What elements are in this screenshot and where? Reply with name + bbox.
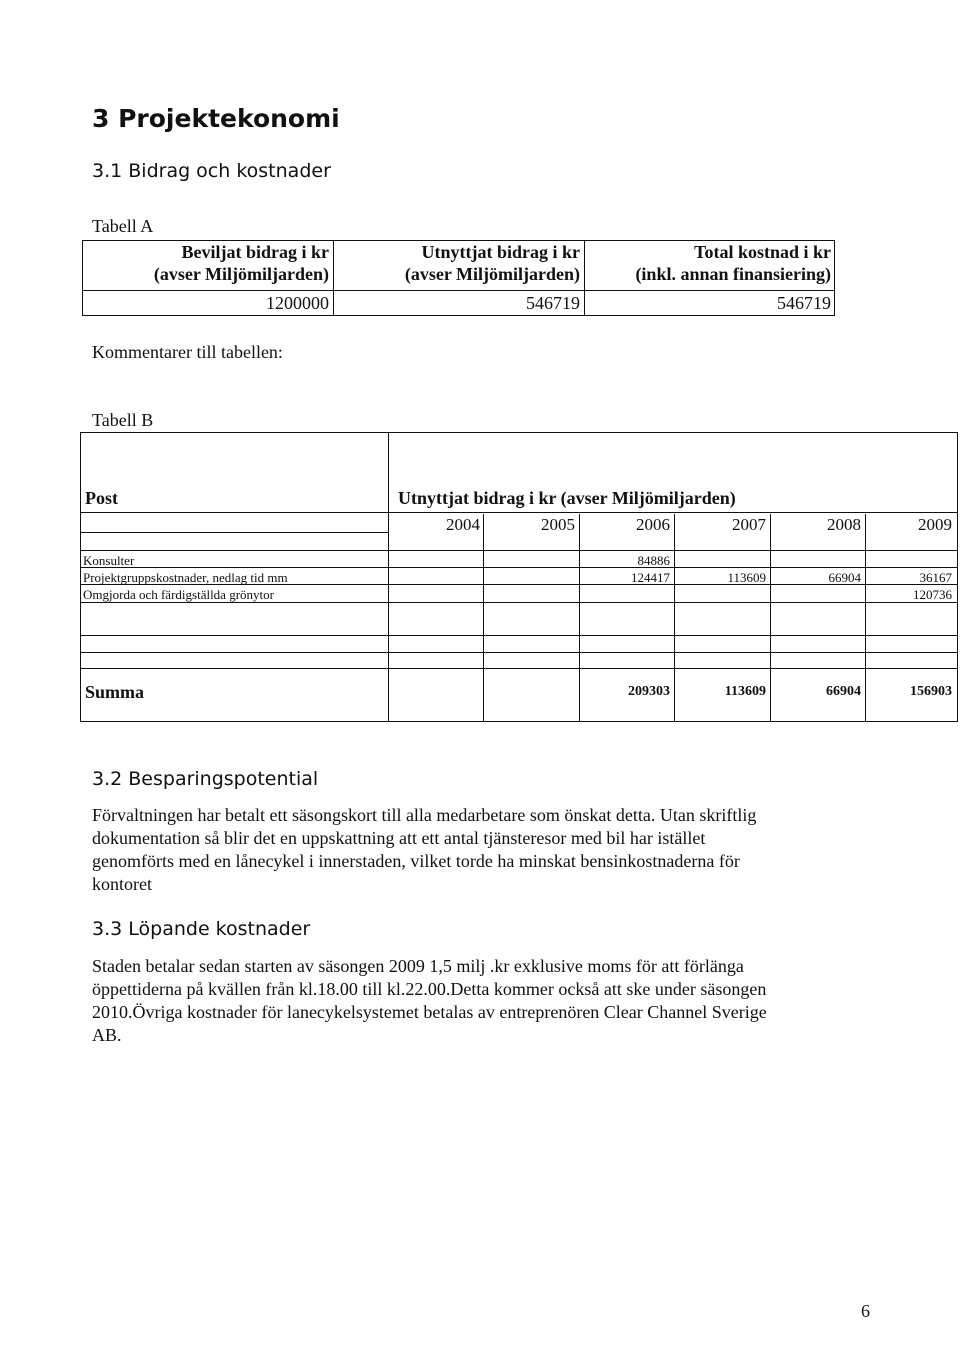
year-2004: 2004 [446, 515, 480, 534]
summa-2007: 113609 [724, 684, 766, 699]
tabell-a-header-1-line2: (avser Miljömiljarden) [153, 264, 329, 284]
section-3-2-line-3: genomförts med en lånecykel i innerstaden, vilket torde ha minskat bensinkostnaderna för [92, 851, 740, 871]
section-3-3-line-2: öppettiderna på kvällen från kl.18.00 till kl.22.00.Detta kommer också att ske under säsongen [92, 979, 767, 999]
summa-2008: 66904 [826, 684, 861, 699]
row-post-projektgruppskostnader: Projektgruppskostnader, nedlag tid mm [83, 570, 288, 585]
year-2006: 2006 [636, 515, 670, 534]
summa-2009: 156903 [910, 684, 952, 699]
year-2007: 2007 [732, 515, 766, 534]
tabell-b-group-header: Utnyttjat bidrag i kr (avser Miljömiljarden) [398, 488, 736, 508]
tabell-a-header-2-line1: Utnyttjat bidrag i kr [421, 242, 580, 262]
comments-label: Kommentarer till tabellen: [92, 342, 283, 362]
year-2008: 2008 [827, 515, 861, 534]
cell-projekt-2008: 66904 [828, 570, 861, 585]
year-2005: 2005 [541, 515, 575, 534]
tabell-a-header-2-line2: (avser Miljömiljarden) [404, 264, 580, 284]
section-3-3-line-1: Staden betalar sedan starten av säsongen 2009 1,5 milj .kr exklusive moms för att förlänga [92, 956, 744, 976]
section-3-3-line-3: 2010.Övriga kostnader för lanecykelsystemet betalas av entreprenören Clear Channel Sverige [92, 1002, 767, 1022]
tabell-a-value-utnyttjat: 546719 [526, 293, 580, 313]
cell-projekt-2009: 36167 [919, 570, 952, 585]
section-3-1-heading: 3.1 Bidrag och kostnader [92, 160, 331, 182]
section-3-2-text [92, 804, 892, 896]
section-3-3-line-4: AB. [92, 1025, 122, 1045]
page-number: 6 [861, 1301, 870, 1321]
summa-2006: 209303 [628, 684, 670, 699]
section-3-3-text [92, 955, 892, 1047]
row-post-konsulter: Konsulter [83, 553, 135, 568]
tabell-a-value-beviljat: 1200000 [266, 293, 329, 313]
section-3-2-heading: 3.2 Besparingspotential [92, 768, 319, 790]
cell-projekt-2006: 124417 [631, 570, 670, 585]
tabell-a [82, 240, 835, 316]
tabell-b-post-header: Post [85, 488, 118, 508]
cell-gronytor-2009: 120736 [913, 587, 952, 602]
section-3-2-line-1: Förvaltningen har betalt ett säsongskort till alla medarbetare som önskat detta. Utan skriftlig [92, 805, 757, 825]
tabell-b-label: Tabell B [92, 410, 154, 430]
row-post-gronytor: Omgjorda och färdigställda grönytor [83, 587, 274, 602]
page-title: 3 Projektekonomi [92, 104, 340, 133]
cell-projekt-2007: 113609 [727, 570, 766, 585]
cell-konsulter-2006: 84886 [637, 553, 670, 568]
year-2009: 2009 [918, 515, 952, 534]
tabell-b [80, 432, 958, 722]
tabell-a-header-1-line1: Beviljat bidrag i kr [181, 242, 329, 262]
section-3-3-heading: 3.3 Löpande kostnader [92, 918, 311, 940]
summa-label: Summa [85, 682, 145, 702]
tabell-a-header-3-line2: (inkl. annan finansiering) [635, 264, 831, 284]
section-3-2-line-4: kontoret [92, 874, 152, 894]
tabell-a-label: Tabell A [92, 216, 154, 236]
tabell-a-header-3-line1: Total kostnad i kr [694, 242, 831, 262]
section-3-2-line-2: dokumentation så blir det en uppskattning att ett antal tjänsteresor med bil har istället [92, 828, 706, 848]
tabell-a-value-total: 546719 [777, 293, 831, 313]
